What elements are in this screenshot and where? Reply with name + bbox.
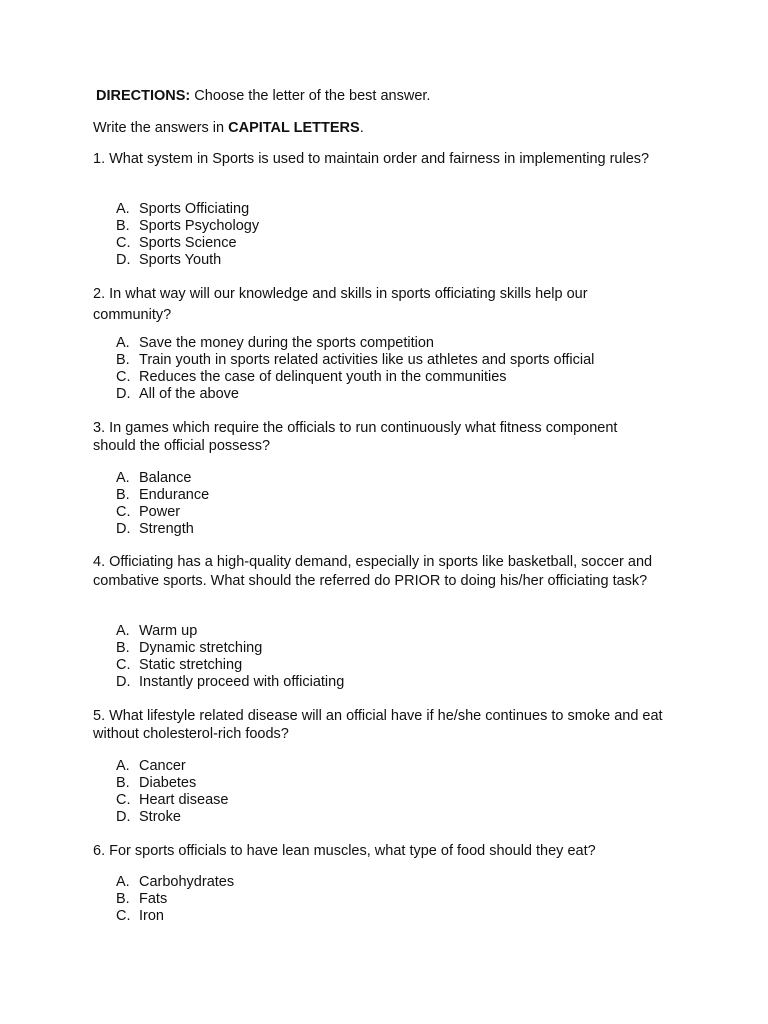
choice-letter: B. (116, 487, 130, 503)
choice-c (116, 504, 209, 521)
choice-letter: B. (116, 218, 130, 234)
choice-letter: A. (116, 335, 130, 351)
choice-letter: B. (116, 352, 130, 368)
choice-list (116, 201, 259, 269)
choice-letter: D. (116, 521, 131, 537)
choice-c (116, 792, 228, 809)
choice-a (116, 874, 234, 891)
choice-text: Stroke (139, 809, 181, 825)
choice-b (116, 775, 228, 792)
choice-b (116, 891, 234, 908)
instruction-line (93, 119, 364, 137)
question-1 (93, 150, 663, 268)
question-text: 1. What system in Sports is used to maintain order and fairness in implementing rules? (93, 151, 650, 167)
choice-a (116, 201, 259, 218)
choice-text: Iron (139, 908, 164, 924)
choice-b (116, 640, 344, 657)
choice-text: Instantly proceed with officiating (139, 674, 345, 690)
question-4 (93, 553, 663, 690)
choice-letter: D. (116, 674, 131, 690)
instruction-prefix: Write the answers in (93, 120, 229, 136)
choice-b (116, 218, 259, 235)
choice-c (116, 369, 594, 386)
choice-text: Diabetes (139, 775, 197, 791)
choice-text: All of the above (139, 386, 239, 402)
instruction-suffix: . (359, 120, 364, 136)
choice-text: Heart disease (139, 792, 229, 808)
choice-text: Reduces the case of delinquent youth in the communities (139, 369, 507, 385)
choice-letter: C. (116, 369, 131, 385)
choice-d (116, 521, 209, 538)
choice-text: Dynamic stretching (139, 640, 263, 656)
choice-text: Warm up (139, 623, 198, 639)
choice-text: Balance (139, 470, 192, 486)
choice-letter: B. (116, 775, 130, 791)
directions-line (96, 87, 430, 105)
choice-letter: C. (116, 908, 131, 924)
choice-text: Power (139, 504, 181, 520)
directions-label: DIRECTIONS: (96, 88, 191, 104)
question-text: 2. In what way will our knowledge and skills in sports officiating skills help our community? (93, 286, 588, 323)
choice-text: Carbohydrates (139, 874, 235, 890)
question-text: 3. In games which require the officials to run continuously what fitness component should the official possess? (93, 420, 618, 454)
choice-d (116, 386, 594, 403)
choice-list (116, 470, 209, 538)
choice-text: Strength (139, 521, 194, 537)
choice-letter: D. (116, 252, 131, 268)
choice-a (116, 335, 594, 352)
choice-d (116, 809, 228, 826)
choice-text: Fats (139, 891, 168, 907)
choice-letter: D. (116, 809, 131, 825)
choice-list (116, 623, 344, 691)
choice-letter: B. (116, 640, 130, 656)
choice-a (116, 758, 228, 775)
choice-b (116, 487, 209, 504)
choice-letter: A. (116, 470, 130, 486)
choice-letter: A. (116, 201, 130, 217)
choice-text: Sports Youth (139, 252, 222, 268)
choice-letter: A. (116, 758, 130, 774)
question-3 (93, 419, 663, 537)
question-2 (93, 284, 663, 402)
choice-list (116, 758, 228, 826)
choice-letter: D. (116, 386, 131, 402)
choice-c (116, 657, 344, 674)
choice-c (116, 235, 259, 252)
directions-text: Choose the letter of the best answer. (194, 88, 431, 104)
choice-letter: C. (116, 657, 131, 673)
choice-text: Cancer (139, 758, 186, 774)
choice-letter: A. (116, 623, 130, 639)
choice-c (116, 908, 234, 925)
choice-d (116, 674, 344, 691)
choice-text: Train youth in sports related activities like us athletes and sports official (139, 352, 595, 368)
choice-letter: C. (116, 792, 131, 808)
choice-letter: B. (116, 891, 130, 907)
question-5 (93, 707, 663, 825)
choice-letter: A. (116, 874, 130, 890)
choice-a (116, 623, 344, 640)
choice-text: Static stretching (139, 657, 243, 673)
choice-d (116, 252, 259, 269)
question-text: 5. What lifestyle related disease will an official have if he/she continues to smoke and eat without cholesterol-rich foods? (93, 708, 663, 742)
choice-text: Endurance (139, 487, 210, 503)
choice-text: Sports Science (139, 235, 237, 251)
choice-text: Sports Psychology (139, 218, 260, 234)
choice-list (116, 874, 234, 925)
choice-letter: C. (116, 504, 131, 520)
choice-text: Save the money during the sports competition (139, 335, 434, 351)
question-text: 4. Officiating has a high-quality demand, especially in sports like basketball, soccer and combative sports. What should the referred do PRIOR to doing his/her officiating task? (93, 554, 653, 589)
question-6 (93, 842, 663, 924)
question-text: 6. For sports officials to have lean muscles, what type of food should they eat? (93, 843, 596, 859)
choice-list (116, 335, 594, 403)
choice-letter: C. (116, 235, 131, 251)
choice-a (116, 470, 209, 487)
choice-text: Sports Officiating (139, 201, 250, 217)
choice-b (116, 352, 594, 369)
instruction-emphasis: CAPITAL LETTERS (228, 120, 360, 136)
